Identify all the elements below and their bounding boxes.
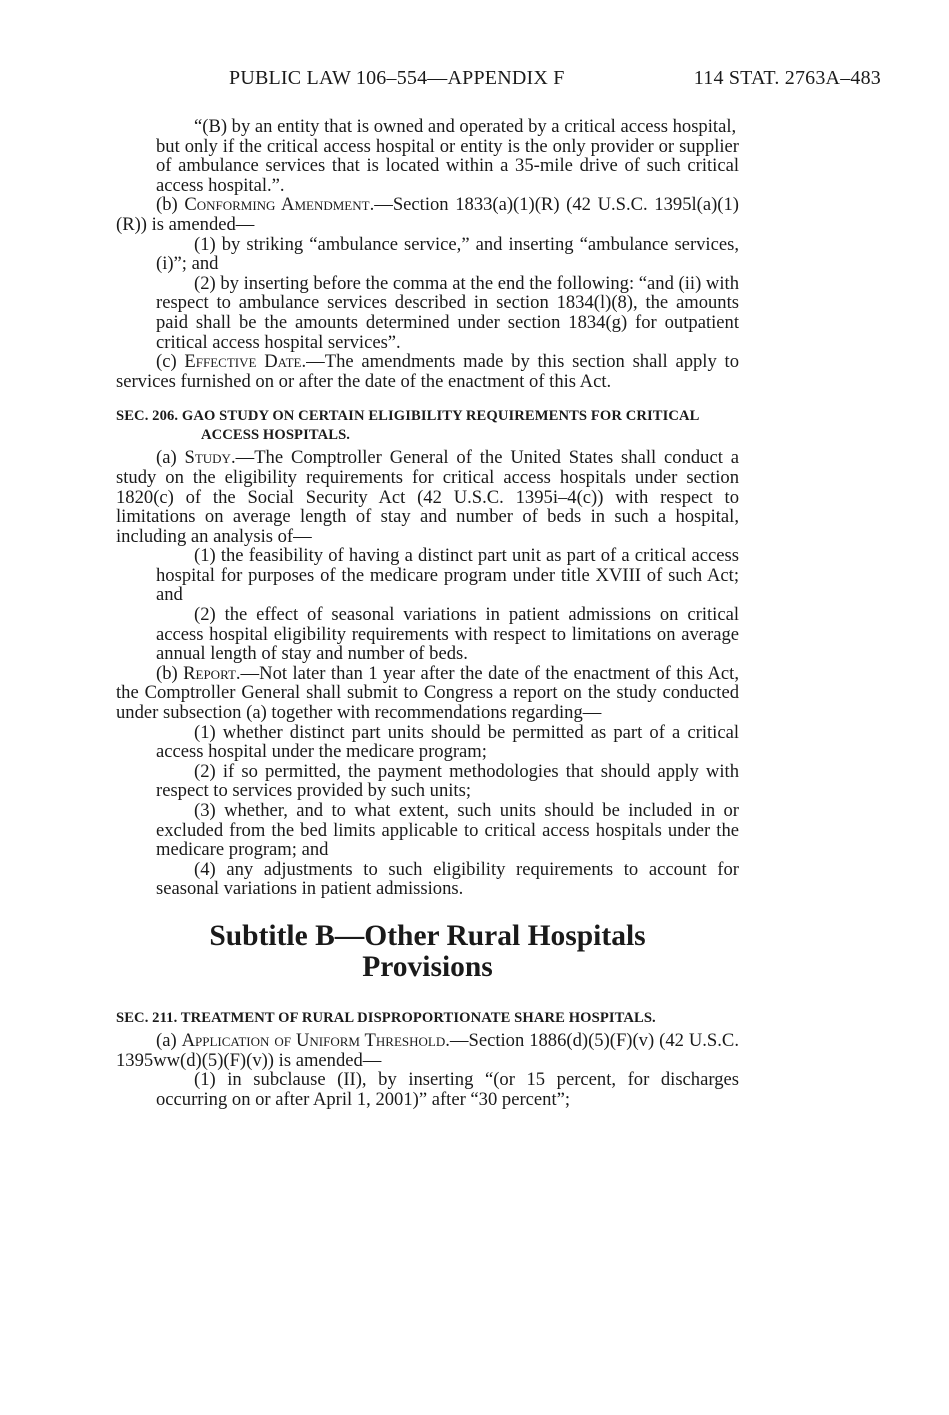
subsection-text: .—The Comptroller General of the United States shall conduct a study on the eligibility requirements for critical access hospitals under section 1820(c) of the Social Security Act (42 U.S.C. 1395i–4(c)) with respect to limitations on average length of stay and number of beds in such a hospital, including an analysis of— — [116, 447, 739, 547]
paragraph-but-only-if: but only if the critical access hospital or entity is the only provider or supplier of ambulance services that is located within a 35-mile drive of such critical access hospital.”. — [156, 135, 739, 196]
subsection-caption: Effective Date — [184, 351, 302, 373]
subsection-caption: Report — [183, 662, 236, 684]
section-206-subsection-a — [116, 448, 739, 546]
subtitle-line-2: Provisions — [362, 950, 493, 983]
paragraph-b1: (1) by striking “ambulance service,” and inserting “ambulance services, (i)”; and — [156, 233, 739, 275]
section-206-a1: (1) the feasibility of having a distinct part unit as part of a critical access hospital for purposes of the medicare program under title XVIII of such Act; and — [156, 545, 739, 606]
subsection-text: .—Not later than 1 year after the date of the enactment of this Act, the Comptroller General shall submit to Congress a report on the study conducted under subsection (a) together with recommendations regarding— — [116, 662, 739, 724]
section-206-heading: SEC. 206. GAO STUDY ON CERTAIN ELIGIBILITY REQUIREMENTS FOR CRITICAL ACCESS HOSPITALS. — [116, 408, 699, 444]
subsection-text: .—Section 1886(d)(5)(F)(v) (42 U.S.C. 1395ww(d)(5)(F)(v)) is amended— — [116, 1029, 739, 1071]
section-206-b1: (1) whether distinct part units should be permitted as part of a critical access hospital under the medicare program; — [156, 721, 739, 763]
subsection-text: .—Section 1833(a)(1)(R) (42 U.S.C. 1395l(a)(1)(R)) is amended— — [116, 194, 739, 235]
subsection-label: (a) — [156, 447, 185, 469]
section-211-a1: (1) in subclause (II), by inserting “(or 15 percent, for discharges occurring on or after April 1, 2001)” after “30 percent”; — [156, 1069, 739, 1110]
running-head-page-ref: 114 STAT. 2763A–483 — [693, 67, 881, 89]
subsection-caption: Application of Uniform Threshold — [181, 1029, 446, 1051]
section-206-a2: (2) the effect of seasonal variations in patient admissions on critical access hospital eligibility requirements with respect to limitations on average annual length of stay and number of beds. — [156, 604, 739, 665]
document-body — [116, 117, 739, 1109]
subsection-caption: Conforming Amendment — [184, 194, 370, 216]
subsection-label: (c) — [156, 351, 185, 373]
paragraph-b-entity: “(B) by an entity that is owned and operated by a critical access hospital, — [194, 116, 737, 137]
section-211-subsection-a — [116, 1031, 739, 1070]
subsection-b-conforming — [116, 195, 739, 234]
subsection-c-effective-date — [116, 352, 739, 391]
section-206-b2: (2) if so permitted, the payment methodologies that should apply with respect to services provided by such units; — [156, 760, 739, 802]
section-206-b3: (3) whether, and to what extent, such units should be included in or excluded from the bed limits applicable to critical access hospitals under the medicare program; and — [156, 800, 739, 861]
subsection-label: (a) — [156, 1029, 182, 1051]
subsection-label: (b) — [156, 662, 184, 684]
subsection-label: (b) — [156, 194, 185, 216]
subtitle-line-1: Subtitle B—Other Rural Hospitals — [209, 919, 646, 952]
running-head-title: PUBLIC LAW 106–554—APPENDIX F — [229, 67, 565, 89]
paragraph-b2: (2) by inserting before the comma at the end the following: “and (ii) with respect to ambulance services described in section 1834(l)(8), the amounts paid shall be the amounts determined under section 1834(g) for outpatient critical access hospital services”. — [156, 272, 739, 353]
section-206-b4: (4) any adjustments to such eligibility requirements to account for seasonal variations in patient admissions. — [156, 858, 739, 900]
subtitle-heading — [116, 921, 739, 983]
subsection-text: .—The amendments made by this section shall apply to services furnished on or after the date of the enactment of this Act. — [116, 351, 739, 392]
section-206-subsection-b — [116, 664, 739, 723]
subsection-caption: Study — [184, 447, 231, 469]
section-211-heading: SEC. 211. TREATMENT OF RURAL DISPROPORTIONATE SHARE HOSPITALS. — [116, 1009, 656, 1026]
